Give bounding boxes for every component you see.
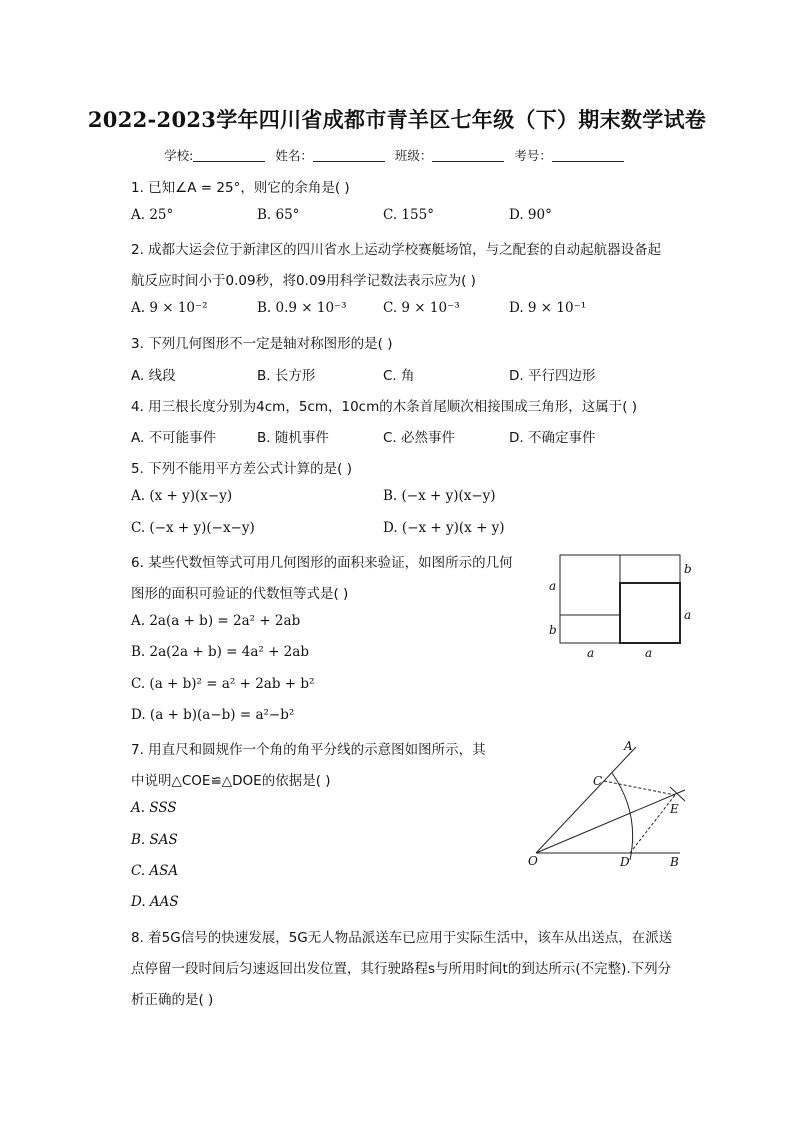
q1-option-d: D. 90° [509, 207, 552, 223]
q7-arc-e [670, 787, 685, 801]
q6-label-a-bottom-right: a [645, 646, 653, 660]
q1-option-b: B. 65° [257, 207, 300, 223]
exam-no-label: 考号： [514, 148, 552, 163]
q7-option-a: A. SSS [131, 800, 177, 816]
q5-stem: 5. 下列不能用平方差公式计算的是( ) [131, 461, 352, 477]
q7-option-c: C. ASA [131, 863, 179, 879]
q4-option-b: B. 随机事件 [257, 430, 329, 446]
q4-option-a: A. 不可能事件 [131, 430, 217, 446]
q4-stem: 4. 用三根长度分别为4cm，5cm，10cm的木条首尾顺次相接围成三角形，这属于( ) [131, 399, 638, 415]
q7-stem-line2: 中说明△COE≌△DOE的依据是( ) [131, 773, 331, 789]
q2-option-c: C. 9 × 10⁻³ [383, 300, 460, 316]
q6-option-d: D. (a + b)(a−b) = a²−b² [131, 707, 295, 723]
q7-ray-oa [536, 747, 636, 853]
school-label: 学校: [164, 148, 194, 163]
q3-stem: 3. 下列几何图形不一定是轴对称图形的是( ) [131, 336, 393, 352]
class-blank[interactable] [432, 149, 504, 162]
q7-figure [520, 735, 700, 873]
q6-figure [540, 548, 700, 664]
q7-stem-line1: 7. 用直尺和圆规作一个角的角平分线的示意图如图所示，其 [131, 742, 486, 758]
q2-stem-line2: 航反应时间小于0.09秒，将0.09用科学记数法表示应为( ) [131, 273, 476, 289]
q5-option-c: C. (−x + y)(−x−y) [131, 520, 255, 536]
q6-option-b: B. 2a(2a + b) = 4a² + 2ab [131, 644, 309, 660]
q6-label-a-left: a [549, 579, 557, 593]
q2-option-a: A. 9 × 10⁻² [131, 300, 208, 316]
q3-option-a: A. 线段 [131, 368, 176, 384]
q2-option-b: B. 0.9 × 10⁻³ [257, 300, 347, 316]
q4-option-c: C. 必然事件 [383, 430, 456, 446]
exam-title: 2022-2023学年四川省成都市青羊区七年级（下）期末数学试卷 [87, 107, 707, 132]
q8-stem-line2: 点停留一段时间后匀速返回出发位置，其行驶路程s与所用时间t的到达所示(不完整).下列分 [131, 961, 672, 977]
q2-stem-line1: 2. 成都大运会位于新津区的四川省水上运动学校赛艇场馆，与之配套的自动起航器设备起 [131, 242, 662, 258]
q7-ray-oe [536, 790, 685, 853]
name-blank[interactable] [313, 149, 385, 162]
class-label: 班级： [394, 148, 433, 163]
q8-stem-line3: 析正确的是( ) [131, 992, 214, 1008]
q5-option-d: D. (−x + y)(x + y) [383, 520, 505, 536]
q7-label-e: E [670, 802, 679, 816]
q7-label-d: D [620, 855, 630, 869]
q3-option-c: C. 角 [383, 368, 415, 384]
q6-stem-line2: 图形的面积可验证的代数恒等式是( ) [131, 586, 349, 602]
q7-option-b: B. SAS [131, 832, 178, 848]
q3-option-b: B. 长方形 [257, 368, 316, 384]
q1-stem: 1. 已知∠A = 25°，则它的余角是( ) [131, 180, 350, 196]
q1-option-a: A. 25° [131, 207, 174, 223]
q7-label-o: O [528, 854, 538, 868]
q2-option-d: D. 9 × 10⁻¹ [509, 300, 587, 316]
q4-option-d: D. 不确定事件 [509, 430, 596, 446]
q7-option-d: D. AAS [131, 894, 179, 910]
q7-dash-ce [604, 781, 675, 795]
q3-option-d: D. 平行四边形 [509, 368, 596, 384]
student-info-row [0, 146, 794, 164]
q6-label-b-left: b [549, 623, 557, 637]
q7-label-a: A [624, 739, 633, 753]
q6-option-c: C. (a + b)² = a² + 2ab + b² [131, 676, 315, 692]
q6-option-a: A. 2a(a + b) = 2a² + 2ab [131, 613, 301, 629]
exam-no-blank[interactable] [552, 149, 624, 162]
q5-option-a: A. (x + y)(x−y) [131, 488, 233, 504]
q6-label-b-right: b [684, 562, 692, 576]
q1-option-c: C. 155° [383, 207, 434, 223]
school-blank[interactable] [193, 149, 265, 162]
name-label: 姓名： [275, 148, 313, 163]
q6-label-a-bottom-left: a [587, 646, 595, 660]
q8-stem-line1: 8. 着5G信号的快速发展，5G无人物品派送车已应用于实际生活中，该车从出送点，在派送 [131, 930, 673, 946]
q6-label-a-right: a [684, 608, 692, 622]
q7-label-c: C [593, 774, 603, 788]
q6-bold-square [620, 583, 680, 643]
q6-stem-line1: 6. 某些代数恒等式可用几何图形的面积来验证，如图所示的几何 [131, 555, 513, 571]
q7-label-b: B [670, 855, 679, 869]
q5-option-b: B. (−x + y)(x−y) [383, 488, 496, 504]
